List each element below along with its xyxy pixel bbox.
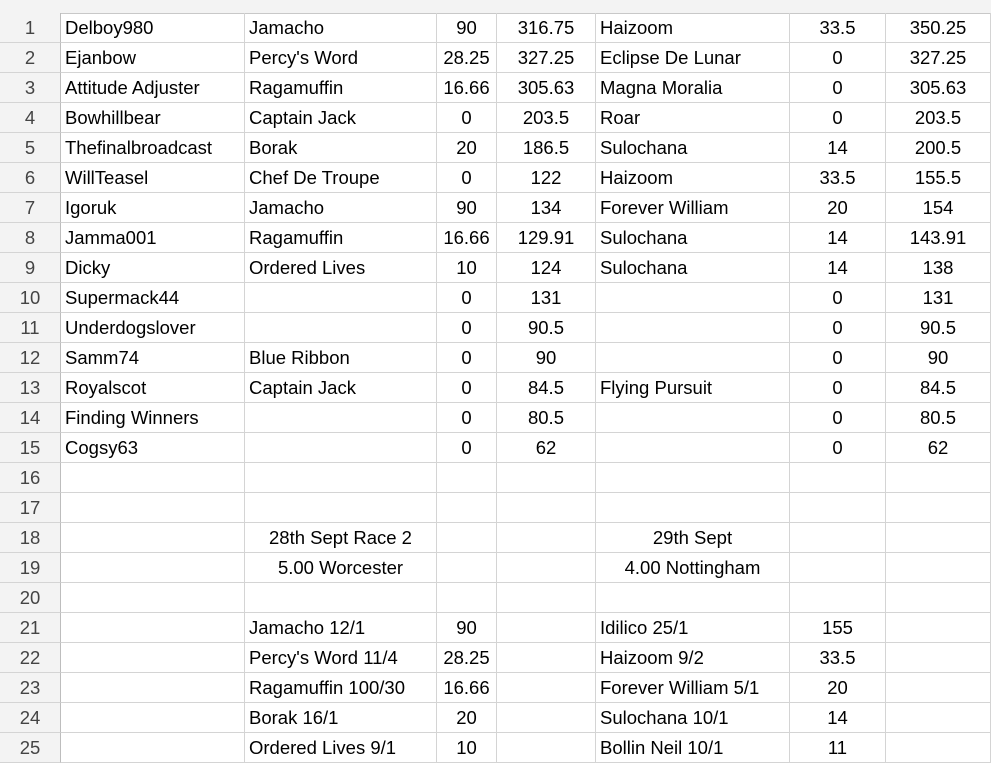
cell-col-c[interactable]: 28th Sept Race 2 [245, 523, 437, 553]
cell-col-d[interactable]: 20 [437, 133, 497, 163]
cell-col-h[interactable]: 203.5 [886, 103, 991, 133]
cell-col-g[interactable]: 0 [790, 283, 886, 313]
cell-col-b[interactable] [61, 643, 245, 673]
cell-col-c[interactable]: Percy's Word [245, 43, 437, 73]
cell-col-h[interactable]: 350.25 [886, 13, 991, 43]
cell-col-f[interactable]: Bollin Neil 10/1 [596, 733, 790, 763]
cell-col-f[interactable]: Sulochana [596, 223, 790, 253]
cell-col-h[interactable] [886, 613, 991, 643]
cell-col-c[interactable]: Ragamuffin [245, 223, 437, 253]
row-number[interactable]: 6 [0, 163, 61, 193]
cell-col-d[interactable]: 90 [437, 13, 497, 43]
cell-col-g[interactable]: 0 [790, 373, 886, 403]
cell-col-f[interactable] [596, 433, 790, 463]
cell-col-e[interactable] [497, 493, 596, 523]
cell-col-e[interactable] [497, 643, 596, 673]
cell-col-b[interactable]: Underdogslover [61, 313, 245, 343]
cell-col-h[interactable] [886, 493, 991, 523]
cell-col-h[interactable]: 138 [886, 253, 991, 283]
row-number[interactable]: 14 [0, 403, 61, 433]
cell-col-e[interactable]: 129.91 [497, 223, 596, 253]
cell-col-d[interactable] [437, 493, 497, 523]
cell-col-h[interactable]: 84.5 [886, 373, 991, 403]
cell-col-d[interactable]: 28.25 [437, 643, 497, 673]
cell-col-c[interactable]: Ordered Lives 9/1 [245, 733, 437, 763]
cell-col-d[interactable]: 28.25 [437, 43, 497, 73]
row-number[interactable]: 3 [0, 73, 61, 103]
cell-col-e[interactable] [497, 463, 596, 493]
cell-col-g[interactable]: 0 [790, 73, 886, 103]
cell-col-h[interactable]: 80.5 [886, 403, 991, 433]
cell-col-f[interactable]: Roar [596, 103, 790, 133]
cell-col-h[interactable]: 154 [886, 193, 991, 223]
row-number[interactable]: 21 [0, 613, 61, 643]
cell-col-e[interactable]: 134 [497, 193, 596, 223]
cell-col-b[interactable] [61, 553, 245, 583]
cell-col-f[interactable]: Sulochana [596, 133, 790, 163]
cell-col-e[interactable]: 122 [497, 163, 596, 193]
cell-col-d[interactable]: 16.66 [437, 73, 497, 103]
cell-col-c[interactable]: Borak [245, 133, 437, 163]
cell-col-d[interactable]: 0 [437, 283, 497, 313]
cell-col-e[interactable]: 84.5 [497, 373, 596, 403]
cell-col-b[interactable] [61, 703, 245, 733]
cell-col-f[interactable] [596, 583, 790, 613]
cell-col-c[interactable] [245, 283, 437, 313]
cell-col-f[interactable]: Haizoom [596, 163, 790, 193]
cell-col-h[interactable] [886, 703, 991, 733]
cell-col-g[interactable]: 0 [790, 433, 886, 463]
row-number[interactable]: 17 [0, 493, 61, 523]
cell-col-g[interactable] [790, 463, 886, 493]
cell-col-g[interactable]: 14 [790, 703, 886, 733]
cell-col-g[interactable]: 0 [790, 43, 886, 73]
cell-col-h[interactable]: 143.91 [886, 223, 991, 253]
cell-col-h[interactable] [886, 733, 991, 763]
cell-col-d[interactable]: 0 [437, 313, 497, 343]
cell-col-e[interactable] [497, 583, 596, 613]
cell-col-g[interactable]: 14 [790, 133, 886, 163]
cell-col-f[interactable]: Haizoom [596, 13, 790, 43]
cell-col-e[interactable]: 186.5 [497, 133, 596, 163]
cell-col-g[interactable]: 33.5 [790, 13, 886, 43]
cell-col-h[interactable] [886, 463, 991, 493]
row-number[interactable]: 15 [0, 433, 61, 463]
cell-col-b[interactable]: WillTeasel [61, 163, 245, 193]
cell-col-c[interactable] [245, 463, 437, 493]
row-number[interactable]: 24 [0, 703, 61, 733]
cell-col-d[interactable]: 16.66 [437, 223, 497, 253]
cell-col-d[interactable]: 90 [437, 613, 497, 643]
cell-col-b[interactable]: Samm74 [61, 343, 245, 373]
cell-col-c[interactable]: Blue Ribbon [245, 343, 437, 373]
cell-col-b[interactable]: Attitude Adjuster [61, 73, 245, 103]
cell-col-d[interactable]: 10 [437, 733, 497, 763]
row-number[interactable]: 9 [0, 253, 61, 283]
row-number[interactable]: 16 [0, 463, 61, 493]
cell-col-f[interactable]: Haizoom 9/2 [596, 643, 790, 673]
cell-col-g[interactable]: 0 [790, 343, 886, 373]
row-number[interactable]: 19 [0, 553, 61, 583]
cell-col-d[interactable]: 0 [437, 343, 497, 373]
cell-col-g[interactable] [790, 583, 886, 613]
cell-col-b[interactable]: Royalscot [61, 373, 245, 403]
cell-col-c[interactable]: Chef De Troupe [245, 163, 437, 193]
cell-col-f[interactable]: 29th Sept [596, 523, 790, 553]
cell-col-e[interactable] [497, 613, 596, 643]
row-number[interactable]: 1 [0, 13, 61, 43]
cell-col-e[interactable]: 327.25 [497, 43, 596, 73]
cell-col-e[interactable] [497, 673, 596, 703]
cell-col-f[interactable] [596, 403, 790, 433]
cell-col-g[interactable]: 20 [790, 193, 886, 223]
cell-col-d[interactable]: 16.66 [437, 673, 497, 703]
row-number[interactable]: 13 [0, 373, 61, 403]
cell-col-h[interactable]: 90 [886, 343, 991, 373]
cell-col-c[interactable]: Ragamuffin 100/30 [245, 673, 437, 703]
cell-col-b[interactable] [61, 673, 245, 703]
cell-col-b[interactable] [61, 493, 245, 523]
cell-col-h[interactable]: 200.5 [886, 133, 991, 163]
cell-col-d[interactable]: 0 [437, 373, 497, 403]
cell-col-e[interactable]: 316.75 [497, 13, 596, 43]
cell-col-c[interactable] [245, 583, 437, 613]
cell-col-f[interactable]: Flying Pursuit [596, 373, 790, 403]
cell-col-c[interactable]: Percy's Word 11/4 [245, 643, 437, 673]
cell-col-h[interactable]: 305.63 [886, 73, 991, 103]
cell-col-c[interactable]: Ordered Lives [245, 253, 437, 283]
cell-col-h[interactable] [886, 673, 991, 703]
cell-col-d[interactable] [437, 583, 497, 613]
cell-col-f[interactable]: Forever William [596, 193, 790, 223]
cell-col-g[interactable]: 33.5 [790, 643, 886, 673]
cell-col-e[interactable]: 90.5 [497, 313, 596, 343]
cell-col-c[interactable]: Jamacho [245, 13, 437, 43]
cell-col-h[interactable]: 327.25 [886, 43, 991, 73]
cell-col-f[interactable]: Sulochana [596, 253, 790, 283]
row-number[interactable]: 7 [0, 193, 61, 223]
cell-col-h[interactable]: 131 [886, 283, 991, 313]
row-number[interactable]: 22 [0, 643, 61, 673]
cell-col-g[interactable]: 0 [790, 403, 886, 433]
cell-col-b[interactable] [61, 463, 245, 493]
cell-col-c[interactable]: 5.00 Worcester [245, 553, 437, 583]
cell-col-b[interactable] [61, 523, 245, 553]
cell-col-c[interactable] [245, 433, 437, 463]
cell-col-e[interactable]: 203.5 [497, 103, 596, 133]
cell-col-b[interactable]: Thefinalbroadcast [61, 133, 245, 163]
cell-col-b[interactable]: Finding Winners [61, 403, 245, 433]
cell-col-f[interactable]: 4.00 Nottingham [596, 553, 790, 583]
cell-col-b[interactable]: Dicky [61, 253, 245, 283]
cell-col-d[interactable]: 90 [437, 193, 497, 223]
cell-col-g[interactable]: 155 [790, 613, 886, 643]
row-number[interactable]: 20 [0, 583, 61, 613]
row-number[interactable]: 12 [0, 343, 61, 373]
row-number[interactable]: 8 [0, 223, 61, 253]
row-number[interactable]: 10 [0, 283, 61, 313]
cell-col-g[interactable] [790, 553, 886, 583]
cell-col-d[interactable] [437, 523, 497, 553]
cell-col-g[interactable]: 14 [790, 223, 886, 253]
cell-col-c[interactable]: Jamacho [245, 193, 437, 223]
cell-col-g[interactable] [790, 523, 886, 553]
cell-col-f[interactable]: Eclipse De Lunar [596, 43, 790, 73]
cell-col-c[interactable]: Captain Jack [245, 103, 437, 133]
cell-col-d[interactable]: 0 [437, 103, 497, 133]
cell-col-c[interactable]: Borak 16/1 [245, 703, 437, 733]
cell-col-e[interactable] [497, 523, 596, 553]
cell-col-h[interactable] [886, 523, 991, 553]
cell-col-f[interactable]: Magna Moralia [596, 73, 790, 103]
cell-col-e[interactable]: 90 [497, 343, 596, 373]
row-number[interactable]: 11 [0, 313, 61, 343]
cell-col-e[interactable]: 80.5 [497, 403, 596, 433]
cell-col-e[interactable]: 305.63 [497, 73, 596, 103]
cell-col-f[interactable]: Idilico 25/1 [596, 613, 790, 643]
cell-col-g[interactable]: 20 [790, 673, 886, 703]
cell-col-e[interactable] [497, 703, 596, 733]
cell-col-f[interactable] [596, 283, 790, 313]
cell-col-e[interactable]: 131 [497, 283, 596, 313]
cell-col-g[interactable]: 0 [790, 103, 886, 133]
cell-col-d[interactable]: 0 [437, 163, 497, 193]
row-number[interactable]: 2 [0, 43, 61, 73]
cell-col-b[interactable]: Jamma001 [61, 223, 245, 253]
cell-col-f[interactable] [596, 463, 790, 493]
cell-col-h[interactable]: 62 [886, 433, 991, 463]
row-number[interactable]: 23 [0, 673, 61, 703]
cell-col-d[interactable]: 10 [437, 253, 497, 283]
cell-col-c[interactable]: Jamacho 12/1 [245, 613, 437, 643]
cell-col-g[interactable]: 14 [790, 253, 886, 283]
cell-col-b[interactable] [61, 733, 245, 763]
cell-col-h[interactable] [886, 643, 991, 673]
cell-col-c[interactable] [245, 493, 437, 523]
cell-col-h[interactable]: 90.5 [886, 313, 991, 343]
cell-col-f[interactable] [596, 343, 790, 373]
cell-col-f[interactable] [596, 493, 790, 523]
cell-col-c[interactable] [245, 313, 437, 343]
row-number[interactable]: 25 [0, 733, 61, 763]
cell-col-d[interactable] [437, 553, 497, 583]
cell-col-b[interactable]: Supermack44 [61, 283, 245, 313]
cell-col-e[interactable] [497, 733, 596, 763]
cell-col-d[interactable]: 0 [437, 433, 497, 463]
cell-col-c[interactable]: Captain Jack [245, 373, 437, 403]
cell-col-g[interactable]: 0 [790, 313, 886, 343]
cell-col-g[interactable] [790, 493, 886, 523]
cell-col-b[interactable] [61, 613, 245, 643]
cell-col-f[interactable]: Sulochana 10/1 [596, 703, 790, 733]
cell-col-b[interactable]: Delboy980 [61, 13, 245, 43]
cell-col-e[interactable]: 62 [497, 433, 596, 463]
cell-col-b[interactable]: Cogsy63 [61, 433, 245, 463]
cell-col-d[interactable]: 20 [437, 703, 497, 733]
cell-col-b[interactable]: Ejanbow [61, 43, 245, 73]
cell-col-g[interactable]: 11 [790, 733, 886, 763]
row-number[interactable]: 18 [0, 523, 61, 553]
cell-col-e[interactable] [497, 553, 596, 583]
cell-col-h[interactable] [886, 583, 991, 613]
cell-col-h[interactable] [886, 553, 991, 583]
cell-col-b[interactable]: Bowhillbear [61, 103, 245, 133]
cell-col-b[interactable] [61, 583, 245, 613]
cell-col-e[interactable]: 124 [497, 253, 596, 283]
cell-col-f[interactable]: Forever William 5/1 [596, 673, 790, 703]
column-header-strip[interactable] [0, 0, 991, 14]
row-number[interactable]: 5 [0, 133, 61, 163]
cell-col-d[interactable] [437, 463, 497, 493]
cell-col-f[interactable] [596, 313, 790, 343]
cell-col-b[interactable]: Igoruk [61, 193, 245, 223]
cell-col-c[interactable]: Ragamuffin [245, 73, 437, 103]
cell-col-d[interactable]: 0 [437, 403, 497, 433]
cell-col-h[interactable]: 155.5 [886, 163, 991, 193]
cell-col-c[interactable] [245, 403, 437, 433]
cell-col-g[interactable]: 33.5 [790, 163, 886, 193]
row-number[interactable]: 4 [0, 103, 61, 133]
